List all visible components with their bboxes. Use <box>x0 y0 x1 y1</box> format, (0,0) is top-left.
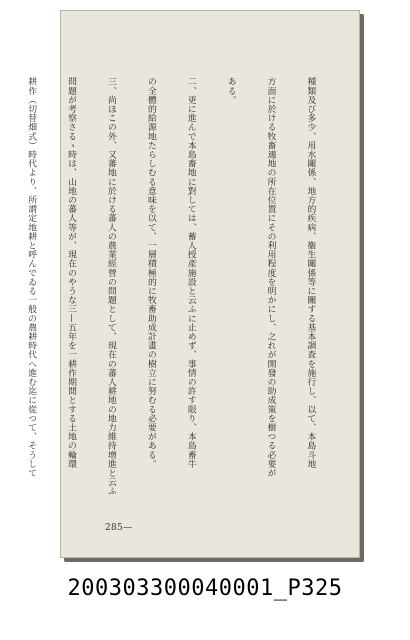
body-text <box>0 77 343 517</box>
text-line: 二、更に進んで本島畜地に對しては、蓄人授產施設と云ふに止めず、事情の許す限り、本島畜牛 <box>185 77 196 469</box>
text-line: 耕作（切替畑式）時代より、所謂定地耕と呼んでゐる一般の農耕時代へ進む迄に從つて、そうして <box>26 77 37 478</box>
text-line: 三、尚ほこの外、又蕃地に於ける蕃人の農業經營の問題として、現在の蕃人耕地の地力維持增進と云ふ <box>105 77 116 496</box>
text-line: 方面に於ける牧畜適地の所在位置にその利用程度を明かにし、之れが開發の助成策を樹つる必要が <box>265 77 276 478</box>
text-line: 種類及び多少、用水關係、地方的疾病、衞生關係等に關する基本調査を施行し、以て、本島斗地 <box>305 77 316 469</box>
image-caption: 200303300040001_P325 <box>67 576 343 601</box>
text-line: の全體的給源地たらしむる意味を以て、一層積極的に牧畜助成計畫の樹立に努むる必要がある。 <box>145 77 156 469</box>
text-line: ある。 <box>225 77 236 105</box>
text-line: 問題が考察さるゝ時は、山地の蕃人等が、現在のやうな三—五年を一耕作期間とする土地の輪環 <box>66 77 77 469</box>
page-number: 285— <box>105 523 133 533</box>
scanned-page <box>26 10 360 558</box>
